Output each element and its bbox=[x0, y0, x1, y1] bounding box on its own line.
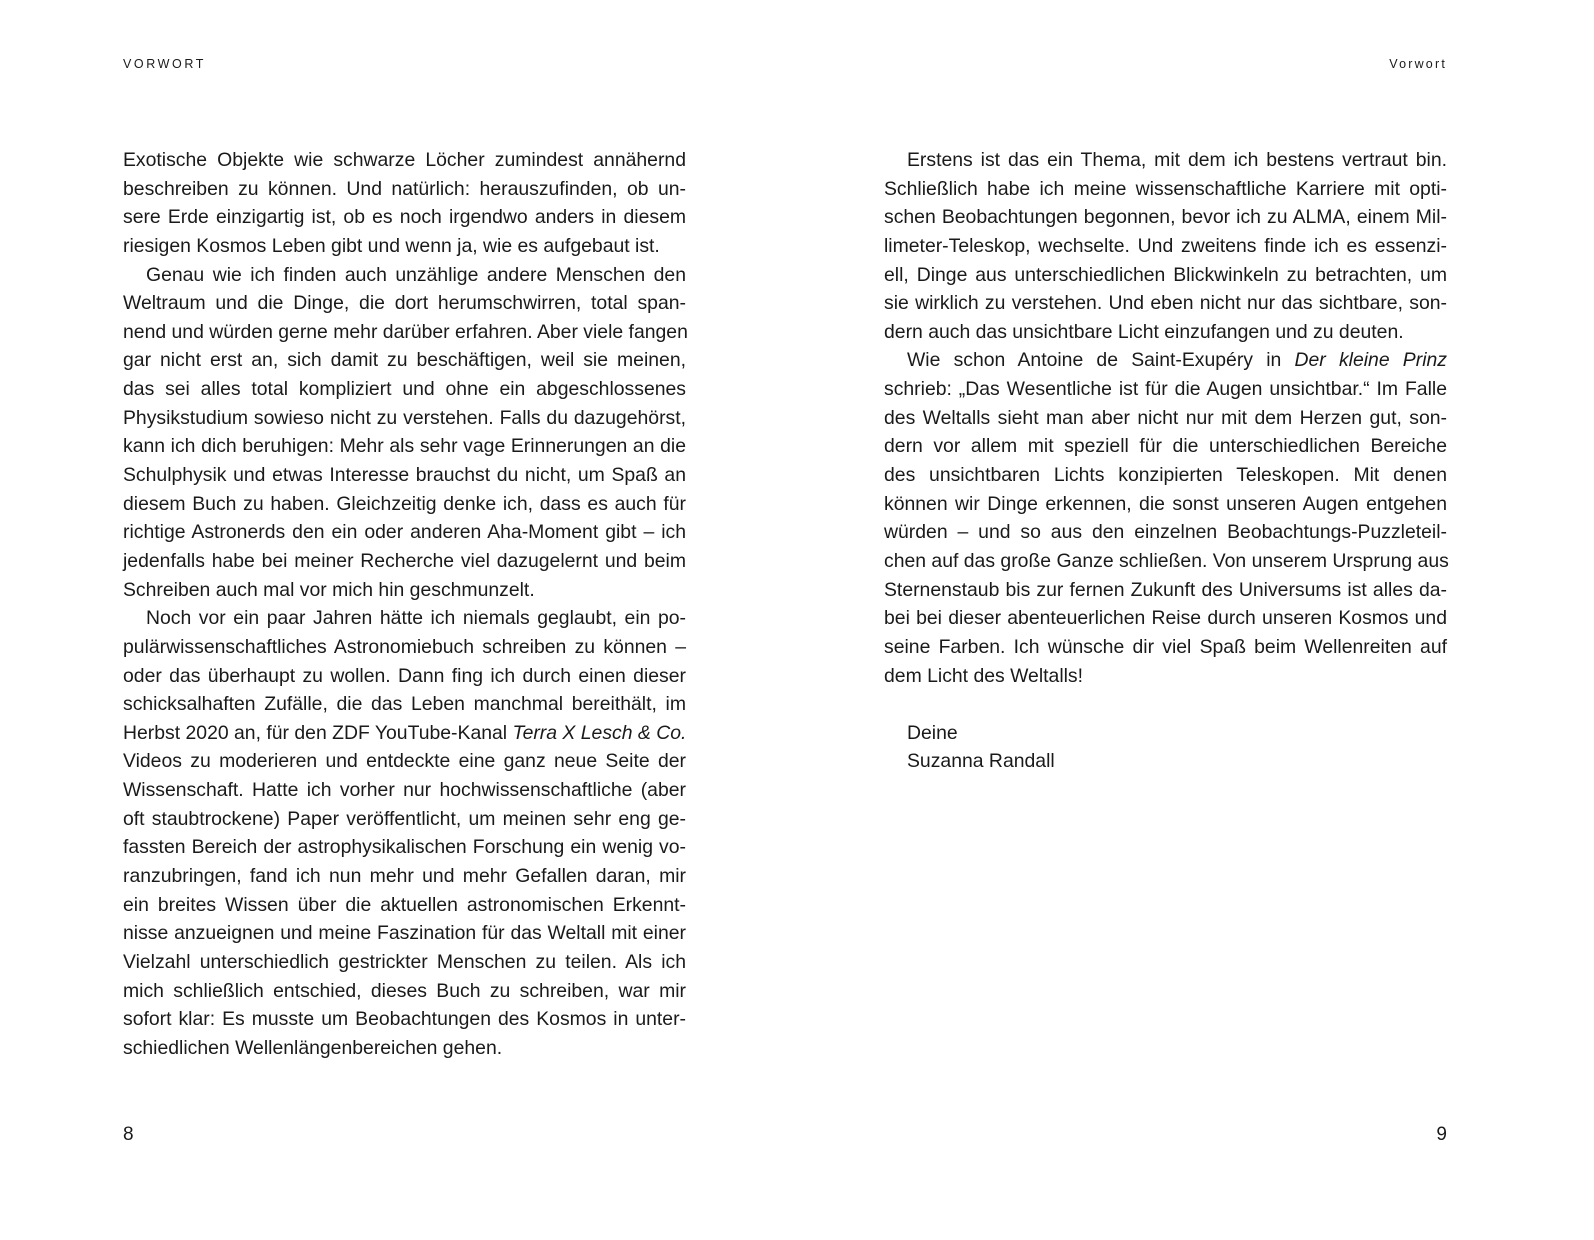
text-line: pulärwissenschaftliches Astronomiebuch schreiben zu können – bbox=[123, 635, 686, 658]
text-line: beschreiben zu können. Und natürlich: herauszufinden, ob un- bbox=[123, 177, 686, 200]
text-line: seine Farben. Ich wünsche dir viel Spaß beim Wellenreiten auf bbox=[884, 635, 1447, 658]
text-line bbox=[123, 719, 686, 748]
text-line: Videos zu moderieren und entdeckte eine ganz neue Seite der bbox=[123, 750, 686, 773]
running-head-right: Vorwort bbox=[1389, 57, 1447, 71]
left-page bbox=[123, 0, 686, 1240]
text-line: nend und würden gerne mehr darüber erfahren. Aber viele fangen bbox=[123, 320, 688, 343]
blank-line bbox=[884, 690, 1447, 719]
text-line: oft staubtrockene) Paper veröffentlicht, um meinen sehr eng ge- bbox=[123, 807, 686, 830]
text-line: das sei alles total kompliziert und ohne ein abgeschlossenes bbox=[123, 378, 686, 401]
running-head-left: VORWORT bbox=[123, 57, 207, 71]
text-line: sofort klar: Es musste um Beobachtungen des Kosmos in unter- bbox=[123, 1008, 686, 1031]
text-line: chen auf das große Ganze schließen. Von unserem Ursprung aus bbox=[884, 549, 1449, 572]
text-line: Genau wie ich finden auch unzählige andere Menschen den bbox=[146, 263, 686, 286]
text-line: schen Beobachtungen begonnen, bevor ich zu ALMA, einem Mil- bbox=[884, 206, 1447, 229]
italic-title: Terra X Lesch & Co. bbox=[512, 721, 687, 744]
text-line: Vielzahl unterschiedlich gestrickter Menschen zu teilen. Als ich bbox=[123, 950, 686, 973]
text-line: oder das überhaupt zu wollen. Dann fing ich durch einen dieser bbox=[123, 664, 686, 687]
text-line: schicksalhaften Zufälle, die das Leben manchmal bereithält, im bbox=[123, 693, 686, 716]
signature: Suzanna Randall bbox=[907, 750, 1055, 773]
text-segment: Herbst 2020 an, für den ZDF YouTube-Kanal bbox=[123, 721, 513, 744]
text-line: Erstens ist das ein Thema, mit dem ich bestens vertraut bin. bbox=[907, 149, 1447, 171]
text-line: sere Erde einzigartig ist, ob es noch irgendwo anders in diesem bbox=[123, 206, 686, 229]
text-line: ell, Dinge aus unterschiedlichen Blickwinkeln zu betrachten, um bbox=[884, 263, 1447, 286]
text-line: sie wirklich zu verstehen. Und eben nicht nur das sichtbare, son- bbox=[884, 292, 1447, 315]
right-body-text bbox=[884, 146, 1447, 776]
closing: Deine bbox=[907, 721, 958, 744]
italic-title: Der kleine Prinz bbox=[1294, 349, 1447, 372]
text-line: des Weltalls sieht man aber nicht nur mit dem Herzen gut, son- bbox=[884, 406, 1447, 429]
page-number-left: 8 bbox=[123, 1124, 134, 1145]
text-line: Noch vor ein paar Jahren hätte ich niemals geglaubt, ein po- bbox=[146, 607, 686, 630]
text-line: Schreiben auch mal vor mich hin geschmunzelt. bbox=[123, 578, 535, 601]
text-line: richtige Astronerds den ein oder anderen Aha-Moment gibt – ich bbox=[123, 521, 686, 544]
text-line: gar nicht erst an, sich damit zu beschäftigen, weil sie meinen, bbox=[123, 349, 686, 372]
text-line: dern vor allem mit speziell für die unterschiedlichen Bereiche bbox=[884, 435, 1447, 458]
text-line: jedenfalls habe bei meiner Recherche viel dazugelernt und beim bbox=[123, 549, 686, 572]
text-line: limeter-Teleskop, wechselte. Und zweitens finde ich es essenzi- bbox=[884, 234, 1447, 257]
text-line: Schulphysik und etwas Interesse brauchst du nicht, um Spaß an bbox=[123, 464, 686, 487]
text-line: schrieb: „Das Wesentliche ist für die Augen unsichtbar.“ Im Falle bbox=[884, 378, 1447, 401]
text-line: fassten Bereich der astrophysikalischen Forschung ein wenig vo- bbox=[123, 836, 686, 859]
text-segment: Wie schon Antoine de Saint-Exupéry in bbox=[907, 349, 1295, 372]
text-line: des unsichtbaren Lichts konzipierten Teleskopen. Mit denen bbox=[884, 464, 1447, 487]
text-line: nisse anzueignen und meine Faszination für das Weltall mit einer bbox=[123, 922, 686, 945]
text-line: Wissenschaft. Hatte ich vorher nur hochwissenschaftliche (aber bbox=[123, 779, 686, 802]
text-line bbox=[884, 346, 1447, 375]
text-line: schiedlichen Wellenlängenbereichen gehen. bbox=[123, 1036, 503, 1059]
text-line: riesigen Kosmos Leben gibt und wenn ja, wie es aufgebaut ist. bbox=[123, 234, 660, 257]
text-line: können wir Dinge erkennen, die sonst unseren Augen entgehen bbox=[884, 492, 1447, 515]
text-line: Sternenstaub bis zur fernen Zukunft des Universums ist alles da- bbox=[884, 578, 1447, 601]
text-line: Exotische Objekte wie schwarze Löcher zumindest annähernd bbox=[123, 149, 686, 171]
left-body-text bbox=[123, 146, 686, 1063]
text-line: diesem Buch zu haben. Gleichzeitig denke ich, dass es auch für bbox=[123, 492, 686, 515]
text-line: ein breites Wissen über die aktuellen astronomischen Erkennt- bbox=[123, 893, 686, 916]
text-line: würden – und so aus den einzelnen Beobachtungs-Puzzleteil- bbox=[884, 521, 1447, 544]
text-line: dern auch das unsichtbare Licht einzufangen und zu deuten. bbox=[884, 320, 1404, 343]
text-line: dem Licht des Weltalls! bbox=[884, 664, 1084, 687]
text-line: mich schließlich entschied, dieses Buch zu schreiben, war mir bbox=[123, 979, 686, 1002]
text-line: ranzubringen, fand ich nun mehr und mehr Gefallen daran, mir bbox=[123, 865, 686, 888]
text-line: Schließlich habe ich meine wissenschaftliche Karriere mit opti- bbox=[884, 177, 1447, 200]
text-line: kann ich dich beruhigen: Mehr als sehr vage Erinnerungen an die bbox=[123, 435, 686, 458]
page-number-right: 9 bbox=[1436, 1124, 1447, 1145]
text-line: Weltraum und die Dinge, die dort herumschwirren, total span- bbox=[123, 292, 686, 315]
right-page bbox=[884, 0, 1447, 1240]
text-line: Physikstudium sowieso nicht zu verstehen. Falls du dazugehörst, bbox=[123, 406, 686, 429]
text-line: bei bei dieser abenteuerlichen Reise durch unseren Kosmos und bbox=[884, 607, 1447, 630]
